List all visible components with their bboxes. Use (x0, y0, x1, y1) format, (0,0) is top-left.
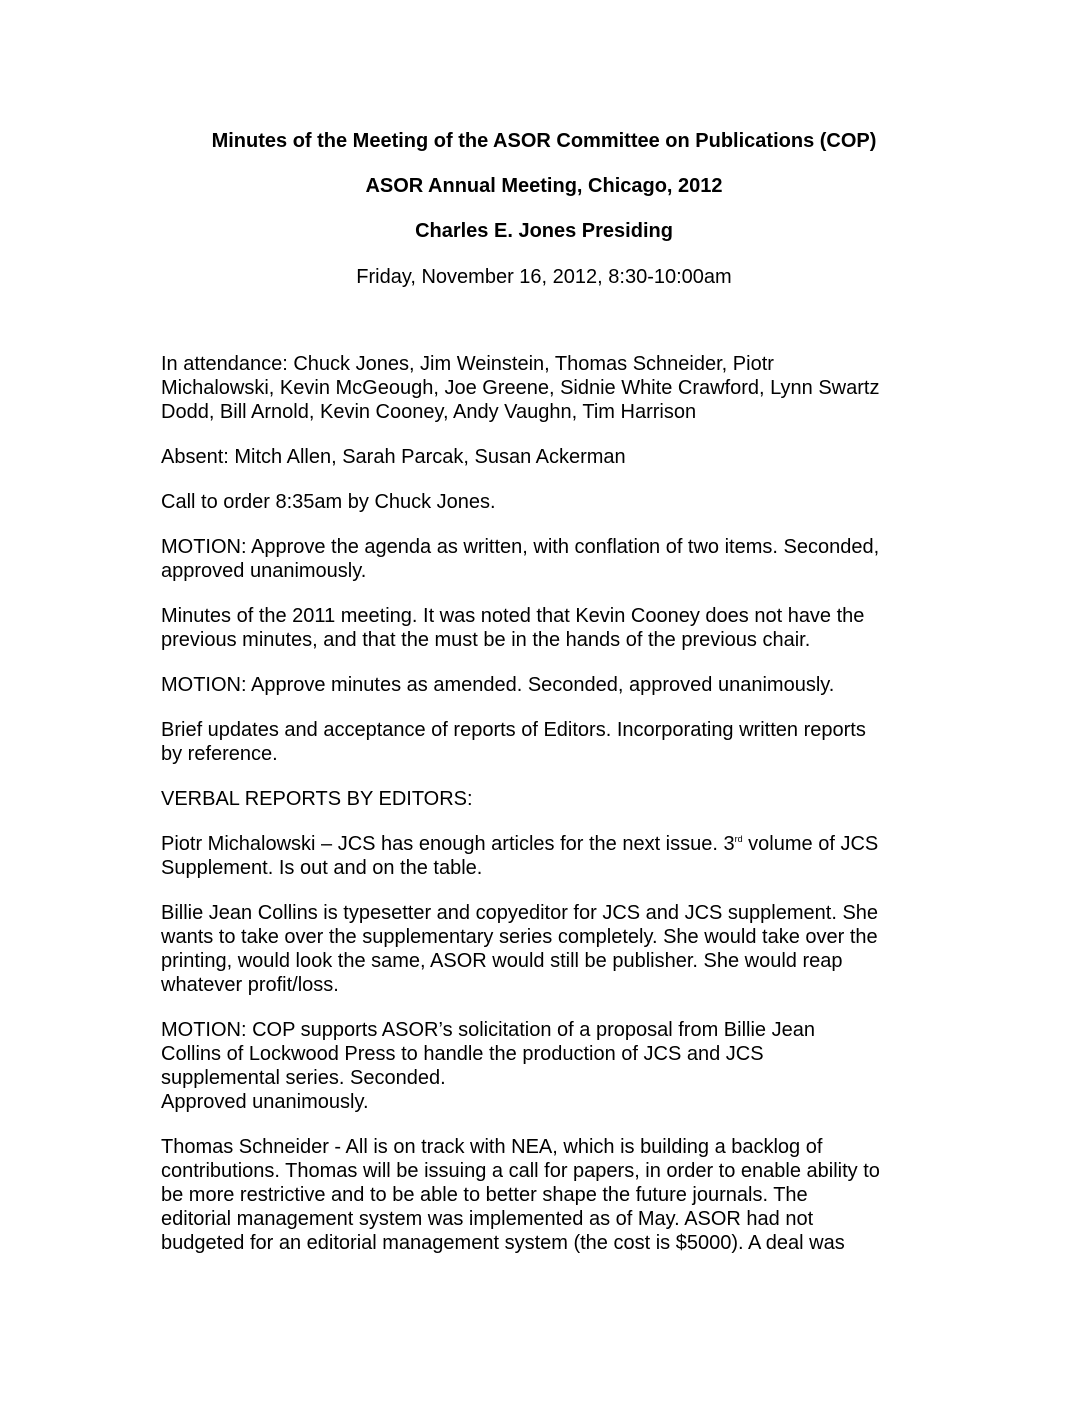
meeting-date: Friday, November 16, 2012, 8:30-10:00am (356, 266, 732, 288)
approved-line: Approved unanimously. (161, 1091, 369, 1113)
absent-paragraph: Absent: Mitch Allen, Sarah Parcak, Susan Ackerman (161, 446, 626, 468)
updates-paragraph: Brief updates and acceptance of reports of Editors. Incorporating written reports by reference. (161, 719, 866, 765)
verbal-reports-heading: VERBAL REPORTS BY EDITORS: (161, 788, 473, 810)
motion-minutes-paragraph: MOTION: Approve minutes as amended. Seconded, approved unanimously. (161, 674, 835, 696)
billie-paragraph: Billie Jean Collins is typesetter and copyeditor for JCS and JCS supplement. She wants to take over the supplementary series completely. She would take over the printing, would look the same, ASOR would still be publisher. She would reap whatever profit/loss. (161, 902, 879, 996)
attendance-paragraph: In attendance: Chuck Jones, Jim Weinstein, Thomas Schneider, Piotr Michalowski, Kevin McGeough, Joe Greene, Sidnie White Crawford, Lynn Swartz Dodd, Bill Arnold, Kevin Cooney, Andy Vaughn, Tim Harrison (161, 353, 880, 423)
document-title: Minutes of the Meeting of the ASOR Committee on Publications (COP) (211, 130, 877, 152)
motion-agenda-paragraph: MOTION: Approve the agenda as written, with conflation of two items. Seconded, approved unanimously. (161, 536, 880, 582)
call-to-order-paragraph: Call to order 8:35am by Chuck Jones. (161, 491, 496, 513)
minutes-2011-paragraph: Minutes of the 2011 meeting. It was noted that Kevin Cooney does not have the previous minutes, and that the must be in the hands of the previous chair. (161, 605, 865, 651)
piotr-paragraph (161, 832, 941, 880)
meeting-subtitle: ASOR Annual Meeting, Chicago, 2012 (365, 175, 723, 197)
thomas-paragraph: Thomas Schneider - All is on track with NEA, which is building a backlog of contributions. Thomas will be issuing a call for papers, in order to enable ability to be more restrictive and to be able to better shape the future journals. The editorial management system was implemented as of May. ASOR had not budgeted for an editorial management system (the cost is $5000). A deal was (161, 1136, 880, 1254)
ordinal-superscript: rd (734, 834, 743, 844)
piotr-text-start: Piotr Michalowski – JCS has enough articles for the next issue. 3 (161, 833, 735, 855)
piotr-text-end: volume of JCS Supplement. Is out and on the table. (161, 833, 879, 879)
motion-cop-paragraph: MOTION: COP supports ASOR’s solicitation of a proposal from Billie Jean Collins of Lockwood Press to handle the production of JCS and JCS supplemental series. Seconded. (161, 1019, 815, 1089)
presiding-line: Charles E. Jones Presiding (415, 220, 673, 242)
minutes-body (161, 352, 941, 1276)
